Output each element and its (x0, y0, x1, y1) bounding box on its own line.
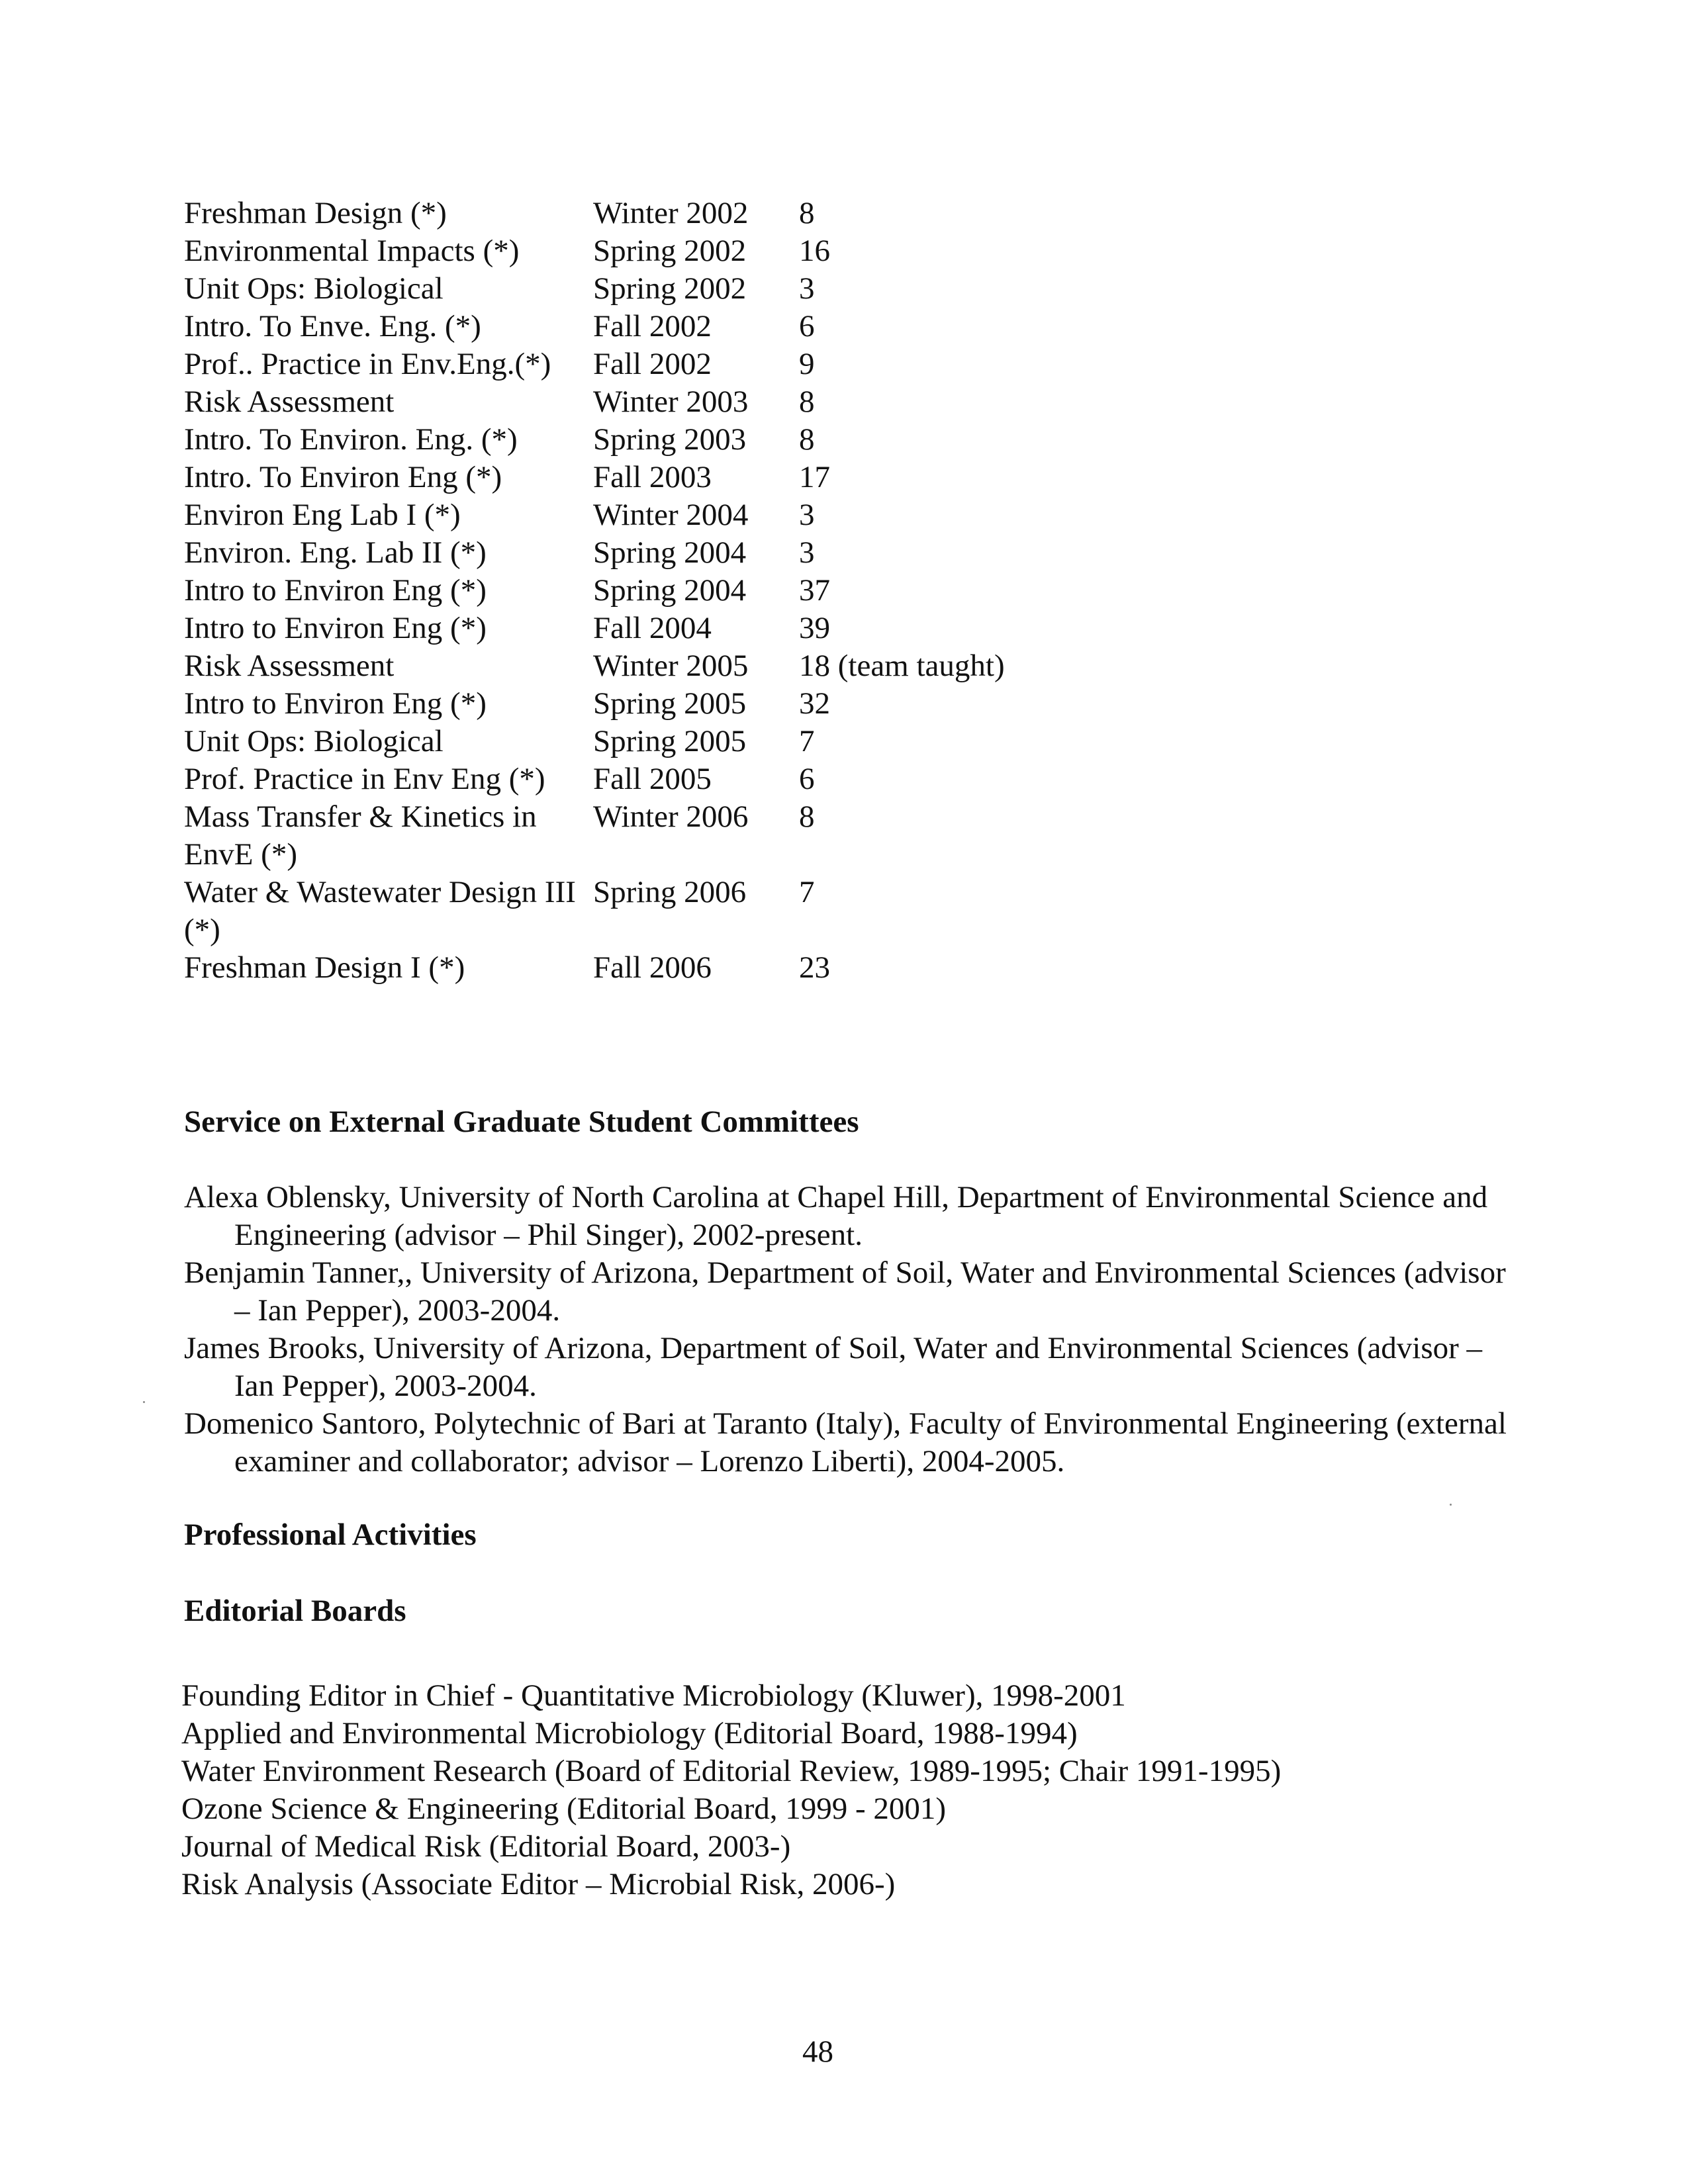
course-term: Fall 2005 (593, 762, 712, 796)
course-row (184, 383, 1064, 421)
editorial-board-entry: Founding Editor in Chief - Quantitative Microbiology (Kluwer), 1998-2001 (181, 1678, 1126, 1713)
course-row (184, 345, 1064, 383)
committee-entry: Benjamin Tanner,, University of Arizona, Department of Soil, Water and Environmental Sciences (advisor – Ian Pepper), 2003-2004. (184, 1255, 1506, 1328)
course-term: Spring 2002 (593, 234, 747, 268)
course-row (184, 685, 1064, 723)
course-term: Winter 2003 (593, 385, 749, 419)
course-term: Fall 2002 (593, 309, 712, 343)
course-term: Spring 2005 (593, 686, 747, 721)
course-name: Risk Assessment (184, 649, 395, 683)
course-name: Freshman Design (*) (184, 196, 447, 230)
course-term: Spring 2004 (593, 535, 747, 570)
editorial-board-entry: Water Environment Research (Board of Editorial Review, 1989-1995; Chair 1991-1995) (181, 1754, 1282, 1788)
editorial-board-entry: Applied and Environmental Microbiology (Editorial Board, 1988-1994) (181, 1716, 1078, 1751)
course-term: Winter 2005 (593, 649, 749, 683)
course-enrollment: 7 (799, 724, 815, 758)
editorial-boards-list (181, 1677, 1281, 1903)
course-name: Intro. To Environ Eng (*) (184, 460, 502, 494)
committee-entry: Domenico Santoro, Polytechnic of Bari at Taranto (Italy), Faculty of Environmental Engineering (external examiner and collaborator; advisor – Lorenzo Liberti), 2004-2005. (184, 1406, 1507, 1479)
course-name: Unit Ops: Biological (184, 724, 444, 758)
course-name: Intro to Environ Eng (*) (184, 611, 487, 645)
committee-entry: Alexa Oblensky, University of North Carolina at Chapel Hill, Department of Environmental Science and Engineering (advisor – Phil Singer), 2002-present. (184, 1180, 1488, 1252)
course-term: Spring 2006 (593, 875, 747, 909)
editorial-board-entry: Ozone Science & Engineering (Editorial Board, 1999 - 2001) (181, 1792, 947, 1826)
course-name: Freshman Design I (*) (184, 950, 465, 985)
course-row (184, 459, 1064, 496)
committee-entry: James Brooks, University of Arizona, Department of Soil, Water and Environmental Sciences (advisor – Ian Pepper), 2003-2004. (184, 1331, 1483, 1403)
course-name: Unit Ops: Biological (184, 271, 444, 306)
course-name: Intro to Environ Eng (*) (184, 573, 487, 608)
course-term: Winter 2004 (593, 498, 749, 532)
course-name: Mass Transfer & Kinetics in EnvE (*) (184, 799, 537, 872)
course-name: Prof.. Practice in Env.Eng.(*) (184, 347, 551, 381)
course-row (184, 232, 1064, 270)
course-name: Intro. To Environ. Eng. (*) (184, 422, 518, 457)
course-term: Winter 2006 (593, 799, 749, 834)
course-term: Spring 2002 (593, 271, 747, 306)
course-term: Fall 2002 (593, 347, 712, 381)
course-term: Spring 2005 (593, 724, 747, 758)
course-term: Winter 2002 (593, 196, 749, 230)
course-row (184, 610, 1064, 647)
course-enrollment: 23 (799, 950, 830, 985)
committees-list (184, 1179, 1508, 1480)
course-term: Spring 2003 (593, 422, 747, 457)
course-name: Intro to Environ Eng (*) (184, 686, 487, 721)
course-name: Environmental Impacts (*) (184, 234, 520, 268)
course-enrollment: 6 (799, 762, 815, 796)
course-enrollment: 39 (799, 611, 830, 645)
course-name: Environ Eng Lab I (*) (184, 498, 461, 532)
editorial-board-entry: Journal of Medical Risk (Editorial Board, 2003-) (181, 1829, 791, 1864)
course-enrollment: 8 (799, 799, 815, 834)
course-row (184, 534, 1064, 572)
course-row (184, 308, 1064, 345)
course-enrollment: 16 (799, 234, 830, 268)
course-row (184, 949, 1064, 987)
course-enrollment: 8 (799, 196, 815, 230)
course-term: Fall 2003 (593, 460, 712, 494)
course-row (184, 760, 1064, 798)
course-row (184, 572, 1064, 610)
course-row (184, 647, 1064, 685)
course-enrollment: 9 (799, 347, 815, 381)
course-row (184, 195, 1064, 232)
course-enrollment: 8 (799, 385, 815, 419)
course-row (184, 496, 1064, 534)
editorial-boards-heading: Editorial Boards (184, 1594, 406, 1628)
professional-activities-heading: Professional Activities (184, 1518, 477, 1552)
course-enrollment: 3 (799, 535, 815, 570)
course-name: Environ. Eng. Lab II (*) (184, 535, 487, 570)
editorial-board-entry: Risk Analysis (Associate Editor – Microbial Risk, 2006-) (181, 1867, 896, 1901)
courses-taught-table (184, 195, 1064, 987)
course-row (184, 798, 1064, 874)
course-row (184, 270, 1064, 308)
course-row (184, 723, 1064, 760)
course-name: Prof. Practice in Env Eng (*) (184, 762, 545, 796)
course-enrollment: 6 (799, 309, 815, 343)
committees-heading: Service on External Graduate Student Committees (184, 1105, 859, 1139)
course-enrollment: 7 (799, 875, 815, 909)
page-number: 48 (802, 2034, 833, 2069)
course-term: Fall 2004 (593, 611, 712, 645)
scan-speck (1450, 1504, 1452, 1506)
course-name: Water & Wastewater Design III (*) (184, 875, 576, 947)
course-enrollment: 18 (team taught) (799, 649, 1005, 683)
course-row (184, 421, 1064, 459)
course-enrollment: 37 (799, 573, 830, 608)
course-enrollment: 3 (799, 271, 815, 306)
course-row (184, 874, 1064, 949)
scan-speck (143, 1401, 145, 1403)
course-name: Intro. To Enve. Eng. (*) (184, 309, 481, 343)
course-enrollment: 3 (799, 498, 815, 532)
course-term: Spring 2004 (593, 573, 747, 608)
course-term: Fall 2006 (593, 950, 712, 985)
course-enrollment: 32 (799, 686, 830, 721)
course-enrollment: 8 (799, 422, 815, 457)
course-name: Risk Assessment (184, 385, 395, 419)
course-enrollment: 17 (799, 460, 830, 494)
